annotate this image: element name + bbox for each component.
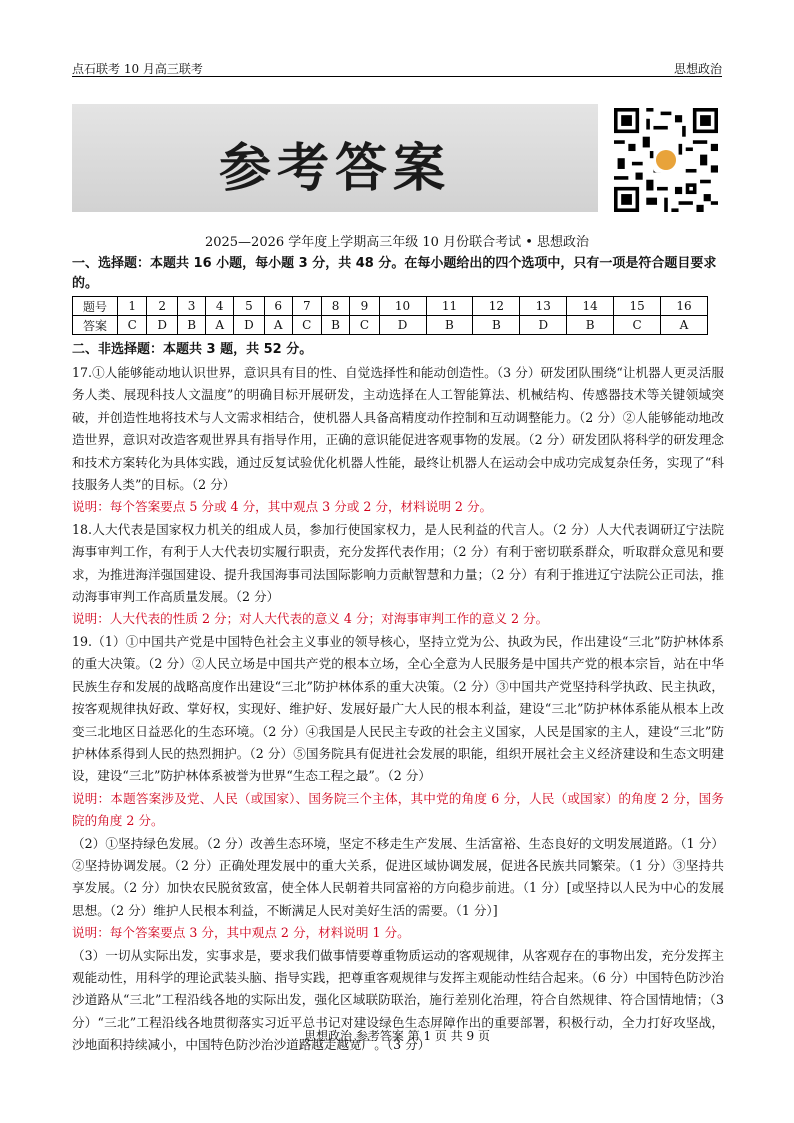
- answer-19-1: 19.（1）①中国共产党是中国特色社会主义事业的领导核心，坚持立党为公、执政为民，作出建设“三北”防护林体系的重大决策。（2 分）②人民立场是中国共产党的根本立场，全心全意为人民服务是中国共产党的根本宗旨，站在中华民族生存和发展的战略高度作出建设“三北”防护林体系的重大决策。（2 分）③中国共产党坚持科学执政、民主执政，按客观规律执好政、掌好权，实现好、维护好、发展好最广大人民的根本利益，建设“三北”防护林体系能从根本上改变三北地区日益恶化的生态环境。（2 分）④我国是人民民主专政的社会主义国家，人民是国家的主人，建设“三北”防护林体系得到人民的热烈拥护。（2 分）⑤国务院具有促进社会发展的职能，组织开展社会主义经济建设和生态文明建设，建设“三北”防护林体系被誉为世界“生态工程之最”。（2 分）: [72, 633, 724, 784]
- table-cell: 4: [206, 297, 234, 316]
- table-cell: B: [321, 316, 349, 335]
- table-cell: A: [206, 316, 234, 335]
- table-cell: 15: [614, 297, 661, 316]
- table-cell: B: [426, 316, 473, 335]
- note-18: 说明：人大代表的性质 2 分；对人大代表的意义 4 分；对海事审判工作的意义 2 分。: [72, 611, 549, 627]
- exam-subtitle: 2025—2026 学年度上学期高三年级 10 月份联合考试 • 思想政治: [204, 235, 590, 250]
- header-subject: 思想政治: [673, 62, 722, 76]
- table-cell: 3: [177, 297, 205, 316]
- table-cell: 16: [661, 297, 708, 316]
- table-cell: D: [520, 316, 567, 335]
- note-19-2: 说明：每个答案要点 3 分，其中观点 2 分，材料说明 1 分。: [72, 925, 410, 941]
- table-row: [73, 316, 708, 335]
- answer-17: 17.①人能够能动地认识世界，意识具有目的性、自觉选择性和能动创造性。（3 分）研发团队围绕“让机器人更灵活服务人类、展现科技人文温度”的明确目标开展研发，主动选择在人工智能算法、机械结构、传感器技术等关键领域突破，并创造性地将技术与人文需求相结合，使机器人具备高精度动作控制和互动调整能力。（2 分）②人能够能动地改造世界，意识对改造客观世界具有指导作用，正确的意识能促进客观事物的发展。（2 分）研发团队将科学的研发理念和技术方案转化为具体实践，通过反复试验优化机器人性能，最终让机器人在运动会中成功完成复杂任务，实现了“科技服务人类”的目标。（2 分）: [72, 365, 724, 493]
- table-cell: B: [567, 316, 614, 335]
- table-cell: C: [350, 316, 379, 335]
- row-label: 答案: [73, 316, 118, 335]
- table-cell: 1: [118, 297, 147, 316]
- page-header: [72, 58, 722, 77]
- title-banner: [72, 104, 598, 212]
- table-cell: A: [661, 316, 708, 335]
- banner-title: 参考答案: [218, 139, 451, 199]
- answer-19-2: （2）①坚持绿色发展。（2 分）改善生态环境，坚定不移走生产发展、生活富裕、生态良好的文明发展道路。（1 分）②坚持协调发展。（2 分）正确处理发展中的重大关系，促进区域协调发展，促进各民族共同繁荣。（1 分）③坚持共享发展。（2 分）加快农民脱贫致富，使全体人民朝着共同富裕的方向稳步前进。（1 分）[或坚持以人民为中心的发展思想。（2 分）维护人民根本利益，不断满足人民对美好生活的需要。（1 分）]: [72, 835, 724, 918]
- section-1-heading: 一、选择题：本题共 16 小题，每小题 3 分，共 48 分。在每小题给出的四个选项中，只有一项是符合题目要求的。: [72, 256, 717, 291]
- qr-code-icon: [614, 108, 718, 212]
- table-cell: 5: [234, 297, 265, 316]
- table-row: [73, 297, 708, 316]
- answer-table: [72, 296, 708, 335]
- table-cell: 7: [292, 297, 321, 316]
- table-cell: A: [264, 316, 292, 335]
- table-cell: 2: [147, 297, 178, 316]
- page-footer: 思想政治 参考答案 第 1 页 共 9 页: [304, 1029, 490, 1043]
- table-cell: 14: [567, 297, 614, 316]
- table-cell: C: [292, 316, 321, 335]
- table-cell: D: [379, 316, 426, 335]
- table-cell: C: [118, 316, 147, 335]
- table-cell: C: [614, 316, 661, 335]
- table-cell: 8: [321, 297, 349, 316]
- table-cell: B: [177, 316, 205, 335]
- table-cell: 6: [264, 297, 292, 316]
- table-cell: D: [234, 316, 265, 335]
- header-exam-name: 点石联考 10 月高三联考: [72, 62, 203, 76]
- table-cell: 13: [520, 297, 567, 316]
- row-label: 题号: [73, 297, 118, 316]
- answer-19-3: （3）一切从实际出发，实事求是，要求我们做事情要尊重物质运动的客观规律，从客观存在的事物出发，充分发挥主观能动性，用科学的理论武装头脑、指导实践，把尊重客观规律与发挥主观能动性结合起来。（6 分）中国特色防沙治沙道路从“三北”工程沿线各地的实际出发，强化区域联防联治，施行差别化治理，符合自然规律、符合国情地情；（3 分）“三北”工程沿线各地贯彻落实习近平总书记对建设绿色生态屏障作出的重要部署，积极行动，全力打好攻坚战，沙地面积持续减小，中国特色防沙治沙道路越走越宽广。（3 分）: [72, 947, 724, 1053]
- table-cell: 10: [379, 297, 426, 316]
- note-19-1: 说明：本题答案涉及党、人民（或国家）、国务院三个主体，其中党的角度 6 分，人民（或国家）的角度 2 分，国务院的角度 2 分。: [72, 790, 724, 829]
- table-cell: 11: [426, 297, 473, 316]
- table-cell: 12: [473, 297, 520, 316]
- table-cell: 9: [350, 297, 379, 316]
- table-cell: D: [147, 316, 178, 335]
- note-17: 说明：每个答案要点 5 分或 4 分，其中观点 3 分或 2 分，材料说明 2 分。: [72, 499, 493, 515]
- table-cell: B: [473, 316, 520, 335]
- section-2-heading: 二、非选择题：本题共 3 题，共 52 分。: [72, 342, 313, 357]
- answer-18: 18.人大代表是国家权力机关的组成人员，参加行使国家权力，是人民利益的代言人。（2 分）人大代表调研辽宁法院海事审判工作，有利于人大代表切实履行职责，充分发挥代表作用；（2 分）有利于密切联系群众，听取群众意见和要求，为推进海洋强国建设、提升我国海事司法国际影响力贡献智慧和力量；（2 分）有利于推进辽宁法院公正司法，推动海事审判工作高质量发展。（2 分）: [72, 521, 724, 605]
- answers-body: [72, 362, 724, 1057]
